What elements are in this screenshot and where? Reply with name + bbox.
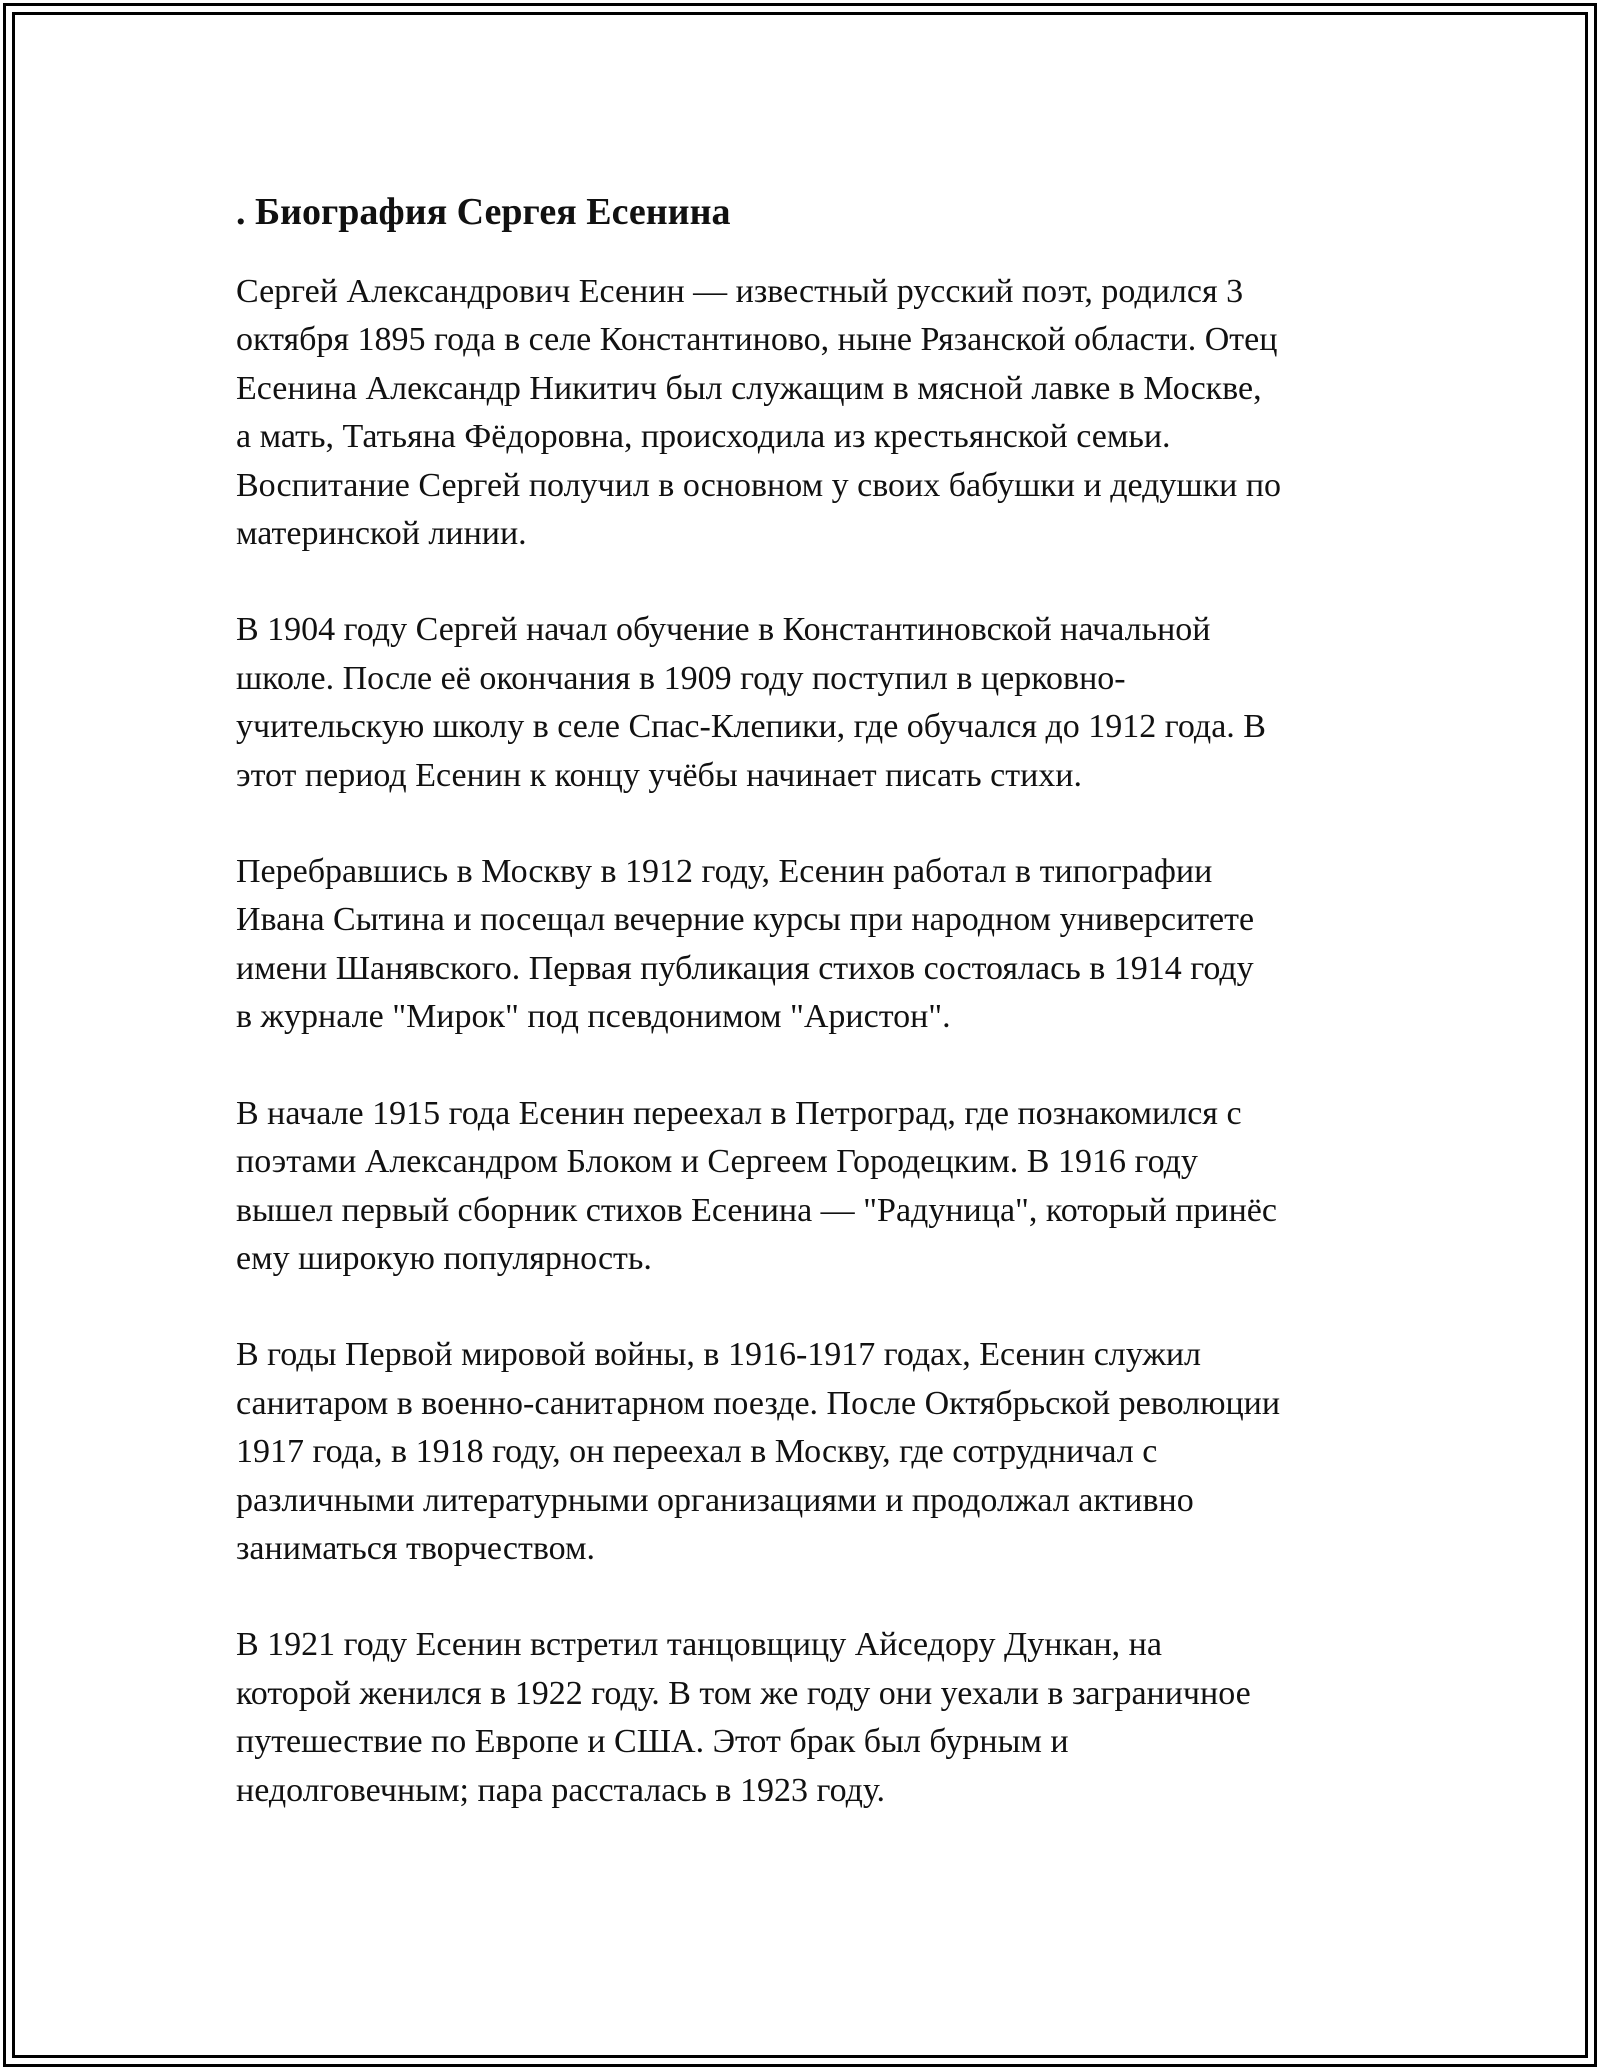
- text-line: недолговечным; пара рассталась в 1923 году.: [236, 1771, 885, 1809]
- text-line: 1917 года, в 1918 году, он переехал в Москву, где сотрудничал с: [236, 1433, 1158, 1471]
- paragraph-4: [236, 1090, 1386, 1284]
- text-line: которой женился в 1922 году. В том же году они уехали в заграничное: [236, 1674, 1251, 1712]
- text-line: поэтами Александром Блоком и Сергеем Городецким. В 1916 году: [236, 1143, 1198, 1181]
- text-line: санитаром в военно-санитарном поезде. После Октябрьской революции: [236, 1384, 1281, 1422]
- text-line: заниматься творчеством.: [236, 1529, 596, 1567]
- text-line: ему широкую популярность.: [236, 1239, 652, 1277]
- text-line: Воспитание Сергей получил в основном у своих бабушки и дедушки по: [236, 466, 1282, 504]
- text-line: Перебравшись в Москву в 1912 году, Есенин работал в типографии: [236, 853, 1213, 891]
- paragraph-3: [236, 848, 1386, 1042]
- text-line: этот период Есенин к концу учёбы начинает писать стихи.: [236, 756, 1082, 794]
- text-line: В 1921 году Есенин встретил танцовщицу Айседору Дункан, на: [236, 1626, 1162, 1664]
- text-line: школе. После её окончания в 1909 году поступил в церковно-: [236, 659, 1126, 697]
- text-line: Есенина Александр Никитич был служащим в мясной лавке в Москве,: [236, 369, 1262, 407]
- text-line: путешествие по Европе и США. Этот брак был бурным и: [236, 1723, 1069, 1761]
- text-line: различными литературными организациями и продолжал активно: [236, 1481, 1194, 1519]
- paragraph-5: [236, 1331, 1386, 1573]
- paragraph-2: [236, 606, 1386, 800]
- document-title: . Биография Сергея Есенина: [236, 191, 731, 233]
- text-line: материнской линии.: [236, 515, 527, 553]
- text-line: В начале 1915 года Есенин переехал в Петроград, где познакомился с: [236, 1094, 1242, 1132]
- text-line: В годы Первой мировой войны, в 1916-1917 годах, Есенин служил: [236, 1336, 1201, 1374]
- text-line: имени Шанявского. Первая публикация стихов состоялась в 1914 году: [236, 949, 1254, 987]
- paragraph-1: [236, 268, 1386, 558]
- text-line: учительскую школу в селе Спас-Клепики, где обучался до 1912 года. В: [236, 708, 1266, 746]
- text-line: Сергей Александрович Есенин — известный русский поэт, родился 3: [236, 273, 1244, 310]
- text-line: В 1904 году Сергей начал обучение в Константиновской начальной: [236, 611, 1211, 649]
- text-line: вышел первый сборник стихов Есенина — "Радуница", который принёс: [236, 1191, 1277, 1229]
- text-line: Ивана Сытина и посещал вечерние курсы при народном университете: [236, 901, 1255, 939]
- document-body: [236, 182, 1386, 1863]
- text-line: в журнале "Мирок" под псевдонимом "Аристон".: [236, 998, 951, 1036]
- paragraph-6: [236, 1621, 1386, 1815]
- text-line: октября 1895 года в селе Константиново, ныне Рязанской области. Отец: [236, 321, 1278, 359]
- text-line: а мать, Татьяна Фёдоровна, происходила из крестьянской семьи.: [236, 418, 1171, 456]
